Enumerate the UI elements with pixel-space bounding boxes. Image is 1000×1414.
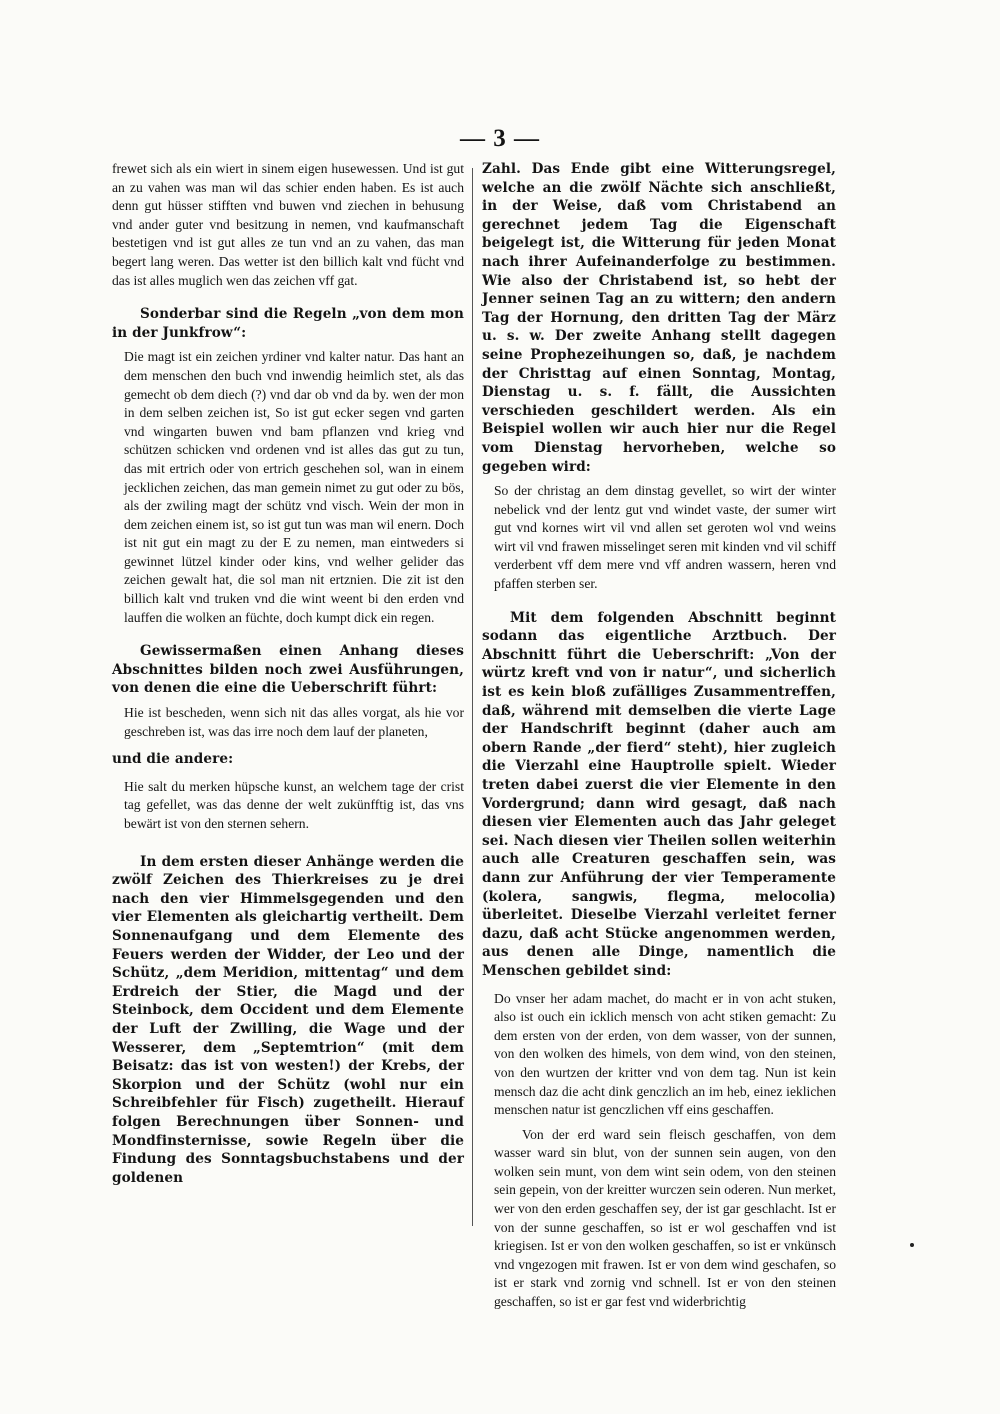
- right-quote-3: Von der erd ward sein fleisch geschaffen, von dem wasser ward sin blut, von der sunnen sein augen, von den wolken sein munt, von dem wint sein odem, von den steinen sein gepein, von der kreitter wurczen sein oderen. Nun merket, wer von den erden geschaffen sey, der ist gar geschlacht. Ist er von der sunne geschaffen, so ist er wol geschaffen vnd ist kriegisen. Ist er von den wolken geschaffen, so ist er vnkünsch vnd vngezogen mit frawen. Ist er von dem wind geschafen, so ist er stark vnd zornig vnd schnell. Ist er von den steinen geschaffen, so ist er gar fest vnd widerbrichtig: [494, 1126, 836, 1310]
- right-column: [482, 160, 836, 1312]
- left-paragraph-4: und die andere:: [112, 751, 234, 768]
- left-paragraph-2: Sonderbar sind die Regeln „von dem mon in der Junkfrow“:: [112, 306, 464, 341]
- right-paragraph-1: Zahl. Das Ende gibt eine Witterungsregel, welche an die zwölf Nächte sich anschließt, in der Weise, daß vom Christabend an gerechnet jedem Tag die Eigenschaft beigelegt ist, die Witterung für jeden Monat nach ihrer Aufeinanderfolge zu bestimmen. Wie also der Christabend ist, so hebt der Jenner seinen Tag an zu wittern; den andern Tag der Hornung, den dritten Tag der März u. s. w. Der zweite Anhang stellt dagegen seine Prophezeihungen so, daß, je nachdem der Christtag auf einen Sonntag, Montag, Dienstag u. s. f. fällt, die Aussichten verschieden geschildert werden. Als ein Beispiel wollen wir auch hier nur die Regel vom Dienstag hervorheben, welche so gegeben wird:: [482, 161, 836, 475]
- left-quote-2: Hie ist bescheden, wenn sich nit das alles vorgat, als hie vor geschreben ist, was das irre noch dem lauf der planeten,: [124, 705, 464, 739]
- right-paragraph-2: Mit dem folgenden Abschnitt beginnt sodann das eigentliche Arztbuch. Der Abschnitt führt die Ueberschrift: „Von der würtz kreft vnd von ir natur“, und sicherlich ist es kein bloß zufälliges Zusammentreffen, daß, während mit demselben die vierte Lage der Handschrift beginnt (daher auch am obern Rande „der fierd“ steht), hier zugleich die Vierzahl eine Hauptrolle spielt. Wieder treten dabei zuerst die vier Elemente in den Vordergrund; dann wird gesagt, daß nach diesen vier Elementen auch das Jahr geleget sei. Nach diesen vier Theilen sollen weiterhin auch alle Creaturen geschaffen sein, was dann zur Anführung der vier Temperamente (kolera, sangwis, flegma, melocolia) überleitet. Dieselbe Vierzahl verleitet ferner dazu, daß acht Stücke angenommen werden, aus denen alle Dinge, namentlich die Menschen gebildet sind:: [482, 609, 836, 979]
- left-paragraph-1: frewet sich als ein wiert in sinem eigen husewessen. Und ist gut an zu vahen was man wil das schier enden haben. Es ist auch denn gut hüsser stifften vnd buwen vnd ziechen in behusung vnd ander guter vnd besitzung in nemen, vnd kaufmanschaft bestetigen vnd ist gut alles ze tun vnd an zu vahen, das man begert lang weren. Das wetter ist den billich kalt vnd fücht vnd das ist alles muglich wen das zeichen vff gat.: [112, 161, 464, 288]
- left-paragraph-5: In dem ersten dieser Anhänge werden die zwölf Zeichen des Thierkreises zu je drei nach den vier Himmelsgegenden und den vier Elementen als gleichartig vertheilt. Dem Sonnenaufgang und dem Elemente des Feuers werden der Widder, der Leo und der Schütz, „dem Meridion, mittentag“ und dem Erdreich der Stier, die Magd und der Steinbock, dem Occident und dem Elemente der Luft der Zwilling, die Wage und der Wesserer, dem „Septemtrion“ (mit dem Beisatz: das ist von westen!) der Krebs, der Skorpion und der Schütz (wohl nur ein Schreibfehler für Fisch) zugetheilt. Hierauf folgen Berechnungen über Sonnen- und Mondfinsternisse, sowie Regeln über die Findung des Sonntagsbuchstabens und der goldenen: [112, 853, 464, 1186]
- left-paragraph-3: Gewissermaßen einen Anhang dieses Abschnittes bilden noch zwei Ausführungen, von denen die eine die Ueberschrift führt:: [112, 643, 464, 697]
- left-quote-3: Hie salt du merken hüpsche kunst, an welchem tage der crist tag gefellet, was das denne der welt zukünfftig ist, das vns bewärt ist von den sternen sehern.: [124, 778, 464, 831]
- column-divider: [472, 168, 473, 1226]
- right-quote-1: So der christag an dem dinstag gevellet, so wirt der winter nebelick vnd der lentz gut vnd windet vaste, der sumer wirt gut vnd kornes wirt vil vnd allen set geroten wol vnd weins wirt vil vnd frawen misselinget seren mit kinden vnd vil schiff verderbent vff dem mere vnd vff andren wassern, heren vnd pfaffen sterben ser.: [494, 483, 836, 592]
- page-number: — 3 —: [460, 125, 540, 152]
- left-quote-1: Die magt ist ein zeichen yrdiner vnd kalter natur. Das hant an dem menschen den buch vnd inwendig heimlich stet, als das gemecht ob dem diech (?) vnd dar ob vnd da by. wen der mon in dem selben zeichen ist, So ist gut ecker segen vnd garten vnd wingarten buwen vnd bam pflanzen vnd krieg vnd schützen schicken vnd ordenen vnd ist alles das gut zu tun, das mit ertrich oder von ertrich geschehen sol, wan in einem jecklichen zeichen, das man gemein nimet zu gut oder zu bös, als der zwiling magt der schütz vnd visch. Wein der mon in dem zeichen einem ist, so ist gut tun was man wil enern. Doch ist nit gut ein magt zu der E zu nemen, man eintweders si gewinnet lützel kinder oder kins, vnd welher gelider das zeichen gewalt hat, die sol man nit ertznien. Die zit ist den billich kalt vnd truken vnd die wint weent bi den erden vnd lauffen die wolken an füchte, doch kumpt dick ein regen.: [124, 349, 464, 625]
- ink-speck: [910, 1243, 914, 1247]
- left-column: [112, 160, 464, 1187]
- right-quote-2: Do vnser her adam machet, do macht er in von acht stuken, also ist ouch ein icklich mensch von acht stiken gemacht: Zu dem ersten von der erden, von dem wasser, von der sunnen, von den wolken des himels, von dem wind, von den steinen, von den wurtzen der kritter vnd von dem tag. Nun ist kein mensch daz die acht dink genczlich an im heb, einez ieklichen menschen natur ist genczlichen vff eins geschaffen.: [494, 990, 836, 1118]
